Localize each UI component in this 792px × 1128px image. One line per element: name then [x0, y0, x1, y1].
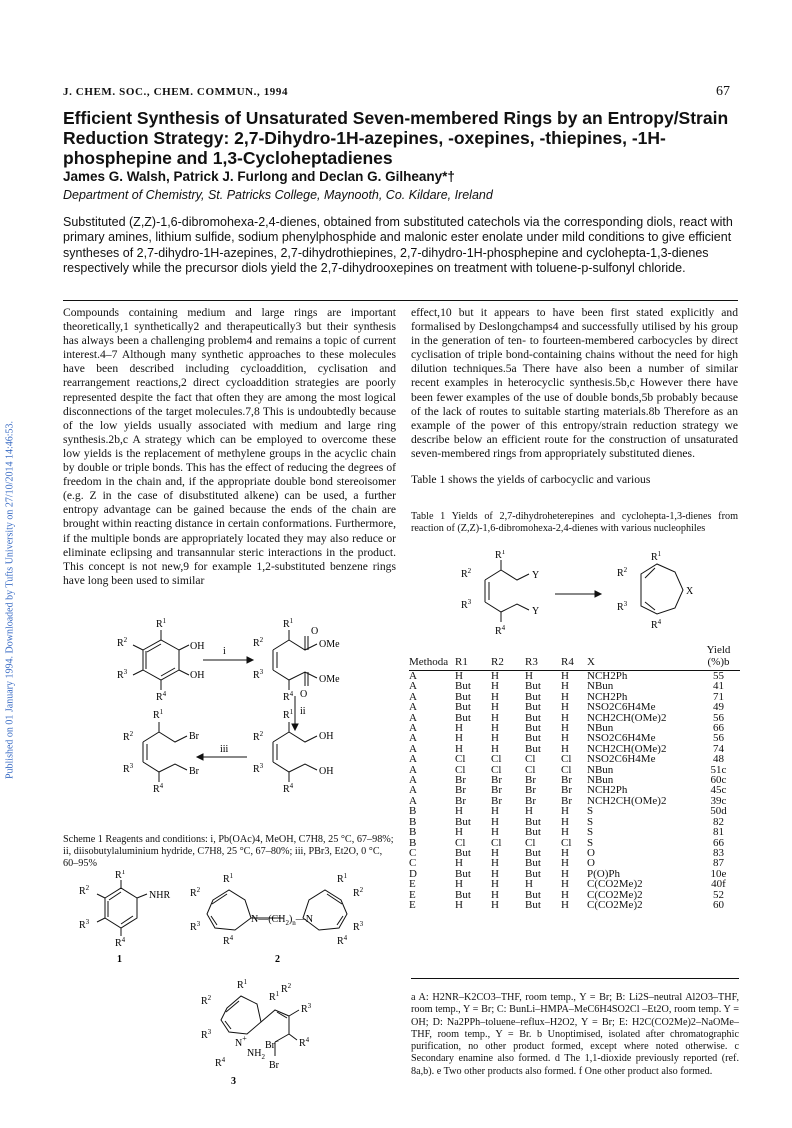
col-header-r4: R4 [561, 656, 574, 668]
t1-scheme-Y: Y [532, 570, 540, 581]
cell-r2: H [491, 846, 499, 859]
scheme-label-R3: $R^3$ [117, 668, 128, 681]
cell-x: NBun [587, 680, 614, 693]
cell-r1: H [455, 722, 463, 735]
scheme-label-OH: OH [190, 670, 205, 681]
cell-r4: H [561, 878, 569, 891]
cell-r3: Cl [525, 836, 536, 849]
cell-r2: H [491, 867, 499, 880]
scheme-label-OH: OH [190, 641, 205, 652]
cell-yield: 60 [713, 898, 724, 911]
journal-header: J. CHEM. SOC., CHEM. COMMUN., 1994 [63, 86, 289, 98]
cell-yield: 56 [713, 711, 724, 724]
body-column-right: effect,10 but it appears to have been first stated explicitly and formalised by Deslongchamps4 and successfully utilised by his group in the generation of ten- to fourteen-membered carbocycles by direct cyclisation of triple bond-containing chains without the need for high dilution techniques.5a There have also been a number of similar recent examples in heterocyclic synthesis.5b,c However there have been fewer examples of the use of double bonds,5b probably because of the lack of routes to suitable starting materials.8b Therefore as an example of the power of this entropy/strain reduction strategy we describe below an efficient route for the construction of unsaturated seven-membered rings from appropriately substituted dienes. [411, 306, 738, 460]
scheme-label-R2: $R^2$ [253, 730, 264, 743]
cell-r4: H [561, 857, 569, 870]
scheme-label-R1: $R^1$ [156, 617, 167, 630]
cell-r2: H [491, 815, 499, 828]
cell-yield: 10e [710, 867, 727, 880]
cell-r4: Cl [561, 763, 572, 776]
cell-r1: But [455, 888, 471, 901]
cell-r4: H [561, 846, 569, 859]
cell-r4: H [561, 701, 569, 714]
scheme-label-R2: $R^2$ [253, 636, 264, 649]
table-1 [409, 644, 740, 910]
cell-method: B [409, 815, 417, 828]
scheme-label-O: O [300, 689, 308, 700]
cell-yield: 71 [713, 690, 724, 703]
cell-yield: 66 [713, 722, 724, 735]
cell-r1: H [455, 732, 463, 745]
cell-r1: But [455, 701, 471, 714]
compound-number-1: 1 [117, 954, 122, 965]
cell-yield: 49 [713, 701, 724, 714]
cell-method: A [409, 784, 417, 797]
col-header-r2: R2 [491, 656, 504, 668]
struct-label-R2: $R^2$ [281, 982, 292, 995]
cell-x: NCH2Ph [587, 670, 628, 682]
table-row [409, 827, 740, 837]
cell-r2: Cl [491, 753, 502, 766]
scheme-label-R3: $R^3$ [253, 762, 264, 775]
cell-r1: But [455, 690, 471, 703]
cell-yield: 51c [710, 763, 727, 776]
scheme-label-R3: $R^3$ [253, 668, 264, 681]
cell-r3: But [525, 711, 541, 724]
struct-label-R3: $R^3$ [79, 918, 90, 931]
cell-r4: H [561, 805, 569, 818]
scheme-label-R1: $R^1$ [153, 708, 164, 721]
col-header-r1: R1 [455, 656, 468, 668]
cell-yield: 83 [713, 846, 724, 859]
cell-r2: Br [491, 784, 502, 797]
scheme-label-O: O [311, 626, 319, 637]
scheme-label-OH: OH [319, 731, 334, 742]
t1-scheme-Y: Y [532, 606, 540, 617]
cell-r1: H [455, 898, 463, 911]
struct-label-R4: $R^4$ [299, 1036, 310, 1049]
struct-label-R3: $R^3$ [190, 920, 201, 933]
cell-r3: But [525, 680, 541, 693]
cell-r3: Cl [525, 753, 536, 766]
cell-r1: H [455, 742, 463, 755]
article-abstract: Substituted (Z,Z)-1,6-dibromohexa-2,4-dienes, obtained from substituted catechols via the corresponding diols, react with primary amines, lithium sulfide, sodium phenylphosphide and malonic ester enolate under mild conditions to give efficient syntheses of 2,7-dihydro-1H-azepines, 2,7-dihydrothiepines, 2,7-dihydro-1H-phosphepine and cyclohepta-1,3-dienes respectively while the precursor diols yield the 2,7-dihydrooxepines on treatment with toluene-p-sulfonyl chloride. [63, 215, 733, 275]
t1-scheme-R2: $R^2$ [461, 567, 472, 580]
struct-label-R2: $R^2$ [190, 886, 201, 899]
cell-x: C(CO2Me)2 [587, 888, 643, 901]
table-1-bottom-rule [411, 978, 739, 979]
cell-yield: 74 [713, 742, 724, 755]
body-column-right-continued: Table 1 shows the yields of carbocyclic and various [411, 473, 651, 486]
cell-x: O [587, 857, 595, 870]
cell-yield: 82 [713, 815, 724, 828]
cell-r2: H [491, 805, 499, 818]
scheme-label-OH: OH [319, 766, 334, 777]
cell-r2: H [491, 878, 499, 891]
compound-number-2: 2 [275, 954, 280, 965]
cell-yield: 81 [713, 826, 724, 839]
cell-method: A [409, 742, 417, 755]
cell-yield: 87 [713, 857, 724, 870]
t1-scheme-X: X [686, 586, 694, 597]
cell-x: NCH2CH(OMe)2 [587, 794, 667, 807]
t1-scheme-R3: $R^3$ [617, 600, 628, 613]
cell-method: A [409, 670, 417, 682]
cell-r1: H [455, 826, 463, 839]
cell-r2: H [491, 690, 499, 703]
struct-label-R3: $R^3$ [201, 1028, 212, 1041]
cell-method: B [409, 805, 417, 818]
struct-label-R4: $R^4$ [223, 934, 234, 947]
cell-x: NBun [587, 774, 614, 787]
cell-r2: H [491, 742, 499, 755]
cell-r2: Cl [491, 763, 502, 776]
cell-r2: H [491, 898, 499, 911]
cell-r3: But [525, 732, 541, 745]
scheme-label-OMe: OMe [319, 639, 340, 650]
cell-r4: H [561, 711, 569, 724]
body-column-left: Compounds containing medium and large rings are important theoretically,1 synthetically2 and therapeutically3 but their synthesis has always been a challenging problem4 and remains a topic of current interest.4–7 Although many synthetic approaches to these molecules have been described including cycloaddition, cyclisation and rearrangement reactions,2 direct cycloaddition strategies are poorly represented despite the fact that often they are among the most logical disconnections of the target molecules.7,8 This is undoubtedly because of the low yields usually associated with medium and large ring synthesis.2b,c A strategy which can be employed to overcome these low yields is the replacement of methylene groups in the acyclic chain by double or triple bonds. This has the effect of reducing the degrees of freedom in the chain and, if the appropriate double bond stereoisomer (e.g. Z in the case of disubstituted alkene) can be used, a further entropy advantage can be gained because the ends of the chain are brought within reacting distance in certain conformations. Furthermore, if the multiple bonds are appropriately located they may also reduce or eliminate eclipsing and transannular steric interactions in the product. This concept is not new,9 for example 1,2-substituted benzene rings have long been used to similar [63, 306, 396, 587]
cell-r1: But [455, 815, 471, 828]
compound-number-3: 3 [231, 1076, 236, 1087]
scheme-label-R2: $R^2$ [117, 636, 128, 649]
cell-r4: H [561, 888, 569, 901]
cell-r3: But [525, 701, 541, 714]
cell-yield: 40f [711, 878, 726, 891]
struct-label-Br-minus: Br− [265, 1038, 279, 1051]
cell-r1: But [455, 846, 471, 859]
cell-r3: H [525, 878, 533, 891]
cell-r2: H [491, 826, 499, 839]
cell-r3: But [525, 815, 541, 828]
cell-x: NBun [587, 763, 614, 776]
cell-method: B [409, 836, 417, 849]
cell-r3: Br [525, 794, 536, 807]
cell-method: A [409, 680, 417, 693]
col-header-method: Methoda [409, 656, 449, 668]
scheme-label-OMe: OMe [319, 674, 340, 685]
cell-r2: H [491, 680, 499, 693]
struct-label-R2: $R^2$ [79, 884, 90, 897]
structures-1-2-3 [75, 870, 395, 1110]
cell-r4: H [561, 690, 569, 703]
cell-r2: Br [491, 794, 502, 807]
cell-method: E [409, 878, 416, 891]
cell-r4: H [561, 680, 569, 693]
col-header-r3: R3 [525, 656, 538, 668]
cell-yield: 55 [713, 670, 724, 682]
cell-method: A [409, 701, 417, 714]
scheme-label-R1: $R^1$ [283, 708, 294, 721]
struct-label-R1: $R^1$ [337, 872, 348, 885]
struct-label-R1: $R^1$ [115, 870, 126, 881]
t1-scheme-R3: $R^3$ [461, 598, 472, 611]
cell-method: A [409, 732, 417, 745]
t1-scheme-R1: $R^1$ [651, 550, 662, 563]
cell-r3: H [525, 805, 533, 818]
cell-r4: H [561, 670, 569, 682]
cell-r4: Br [561, 774, 572, 787]
cell-r1: But [455, 711, 471, 724]
cell-r3: But [525, 857, 541, 870]
scheme-label-R1: $R^1$ [283, 617, 294, 630]
page-number: 67 [716, 84, 730, 99]
scheme-label-iii: iii [220, 744, 229, 755]
struct-label-NHR: NHR [149, 890, 171, 901]
cell-r3: But [525, 898, 541, 911]
scheme-label-R3: $R^3$ [123, 762, 134, 775]
struct-label-R4: $R^4$ [337, 934, 348, 947]
download-stamp [2, 200, 18, 1000]
scheme-label-R4: $R^4$ [283, 690, 294, 703]
abstract-divider [63, 300, 738, 301]
scheme-label-i: i [223, 646, 226, 657]
article-affiliation: Department of Chemistry, St. Patricks College, Maynooth, Co. Kildare, Ireland [63, 188, 493, 202]
cell-r4: Br [561, 784, 572, 797]
cell-method: A [409, 794, 417, 807]
cell-method: E [409, 888, 416, 901]
struct-label-R3: $R^3$ [301, 1002, 312, 1015]
table-header-row [409, 644, 740, 671]
cell-yield: 39c [710, 794, 727, 807]
cell-r3: Br [525, 784, 536, 797]
cell-yield: 56 [713, 732, 724, 745]
cell-method: A [409, 711, 417, 724]
cell-r1: Cl [455, 763, 466, 776]
struct-label-R2: $R^2$ [201, 994, 212, 1007]
cell-r3: But [525, 846, 541, 859]
cell-r2: H [491, 857, 499, 870]
cell-r2: H [491, 722, 499, 735]
cell-r3: But [525, 826, 541, 839]
cell-r3: H [525, 670, 533, 682]
table-1-scheme [455, 550, 715, 640]
cell-r4: H [561, 722, 569, 735]
cell-r4: H [561, 742, 569, 755]
cell-r4: Cl [561, 836, 572, 849]
cell-x: NBun [587, 722, 614, 735]
cell-r4: Cl [561, 753, 572, 766]
cell-r3: But [525, 867, 541, 880]
cell-r4: H [561, 732, 569, 745]
cell-r1: Cl [455, 836, 466, 849]
cell-r1: Cl [455, 753, 466, 766]
cell-x: NCH2CH(OMe)2 [587, 711, 667, 724]
table-row [409, 900, 740, 910]
cell-r1: H [455, 878, 463, 891]
struct-label-linker: $N—(CH_2)_n—N$ [251, 914, 314, 927]
cell-x: NSO2C6H4Me [587, 732, 656, 745]
cell-r1: Br [455, 774, 466, 787]
cell-method: D [409, 867, 417, 880]
cell-r4: H [561, 826, 569, 839]
t1-scheme-R2: $R^2$ [617, 566, 628, 579]
cell-r1: But [455, 680, 471, 693]
cell-r2: H [491, 701, 499, 714]
cell-r3: But [525, 722, 541, 735]
cell-r1: H [455, 857, 463, 870]
cell-x: S [587, 826, 594, 839]
cell-x: NSO2C6H4Me [587, 753, 656, 766]
cell-yield: 48 [713, 753, 724, 766]
scheme-label-R4: $R^4$ [283, 782, 294, 795]
struct-label-NH2: $NH_2$ [247, 1048, 265, 1061]
cell-r3: But [525, 690, 541, 703]
struct-label-Br: Br [269, 1060, 279, 1071]
cell-r4: H [561, 815, 569, 828]
t1-scheme-R4: $R^4$ [495, 624, 506, 637]
cell-x: NCH2Ph [587, 690, 628, 703]
cell-r3: Cl [525, 763, 536, 776]
struct-label-R2: $R^2$ [353, 886, 364, 899]
cell-yield: 45c [710, 784, 727, 797]
scheme-label-R4: $R^4$ [153, 782, 164, 795]
scheme-label-R2: $R^2$ [123, 730, 134, 743]
t1-scheme-R1: $R^1$ [495, 550, 506, 561]
scheme-label-ii: ii [300, 706, 306, 717]
cell-yield: 60c [710, 774, 727, 787]
cell-r4: H [561, 867, 569, 880]
cell-x: NCH2Ph [587, 784, 628, 797]
cell-r3: But [525, 742, 541, 755]
table-1-caption: Table 1 Yields of 2,7-dihydroheterepines and cyclohepta-1,3-dienes from reaction of (Z,Z)-1,6-dibromohexa-2,4-dienes with various nucleophiles [411, 511, 738, 534]
scheme-1-caption: Scheme 1 Reagents and conditions: i, Pb(OAc)4, MeOH, C7H8, 25 °C, 67–98%; ii, diisobutylaluminium hydride, C7H8, 25 °C, 67–80%; iii, PBr3, Et2O, 0 °C, 60–95% [63, 834, 394, 869]
table-1-footnotes: a A: H2NR–K2CO3–THF, room temp., Y = Br; B: Li2S–neutral Al2O3–THF, room temp., Y = Br; C: BunLi–HMPA–MeC6H4SO2Cl –Et2O, room temp. Y = OH; D: Na2PPh–toluene–reflux–H2O2, Y = Br; E: H2C(CO2Me)2–NaOMe–THF, room temp., Y = Br. b Unoptimised, isolated after chromatographic purification, no other product formed, except where noted otherwise. c Secondary enamine also formed. d The 1,1-dioxide previously reported (ref. 8a,b). e Two other products also formed. f One other product also formed. [411, 992, 739, 1077]
table-row [409, 879, 740, 889]
struct-label-R3: $R^3$ [353, 920, 364, 933]
cell-r3: Br [525, 774, 536, 787]
cell-r2: H [491, 888, 499, 901]
cell-x: NCH2CH(OMe)2 [587, 742, 667, 755]
cell-r1: But [455, 867, 471, 880]
cell-r4: H [561, 898, 569, 911]
cell-r2: H [491, 711, 499, 724]
t1-scheme-R4: $R^4$ [651, 618, 662, 631]
cell-yield: 50d [710, 805, 727, 818]
cell-r2: Br [491, 774, 502, 787]
cell-yield: 66 [713, 836, 724, 849]
scheme-label-R4: $R^4$ [156, 690, 167, 703]
cell-method: A [409, 753, 417, 766]
cell-method: E [409, 898, 416, 911]
cell-method: A [409, 763, 417, 776]
struct-label-N-plus: N+ [235, 1034, 247, 1049]
scheme-1-diagram [95, 612, 395, 832]
cell-x: S [587, 815, 594, 828]
cell-yield: 52 [713, 888, 724, 901]
article-title: Efficient Synthesis of Unsaturated Seven-membered Rings by an Entropy/Strain Reduction Strategy: 2,7-Dihydro-1H-azepines, -oxepines, -thiepines, -1H-phosphepine and 1,3-Cycloheptadienes [63, 108, 729, 168]
cell-yield: 41 [713, 680, 724, 693]
cell-x: P(O)Ph [587, 867, 621, 880]
struct-label-R4: $R^4$ [115, 936, 126, 949]
struct-label-R1: $R^1$ [223, 872, 234, 885]
cell-r2: Cl [491, 836, 502, 849]
col-header-x: X [587, 656, 595, 668]
download-stamp-text: Published on 01 January 1994. Downloaded by Tufts University on 27/10/2014 14:46:53. [4, 420, 16, 780]
cell-x: S [587, 805, 594, 818]
scheme-label-Br: Br [189, 731, 199, 742]
scheme-label-Br: Br [189, 766, 199, 777]
cell-r2: H [491, 670, 499, 682]
cell-x: S [587, 836, 594, 849]
struct-label-R1: $R^1$ [237, 978, 248, 991]
struct-label-R1: $R^1$ [269, 990, 280, 1003]
col-header-yield: Yield (%)b [706, 644, 731, 668]
cell-method: B [409, 826, 417, 839]
cell-method: C [409, 846, 417, 859]
cell-r1: H [455, 670, 463, 682]
cell-x: C(CO2Me)2 [587, 898, 643, 911]
table-1-body [409, 671, 740, 911]
cell-method: A [409, 774, 417, 787]
cell-method: A [409, 722, 417, 735]
cell-r4: Br [561, 794, 572, 807]
cell-method: C [409, 857, 417, 870]
cell-r1: Br [455, 784, 466, 797]
struct-label-R4: $R^4$ [215, 1056, 226, 1069]
article-authors: James G. Walsh, Patrick J. Furlong and Declan G. Gilheany*† [63, 169, 455, 184]
cell-x: O [587, 846, 595, 859]
cell-r2: H [491, 732, 499, 745]
cell-r1: H [455, 805, 463, 818]
cell-r1: Br [455, 794, 466, 807]
cell-x: NSO2C6H4Me [587, 701, 656, 714]
cell-x: C(CO2Me)2 [587, 878, 643, 891]
cell-method: A [409, 690, 417, 703]
cell-r3: But [525, 888, 541, 901]
